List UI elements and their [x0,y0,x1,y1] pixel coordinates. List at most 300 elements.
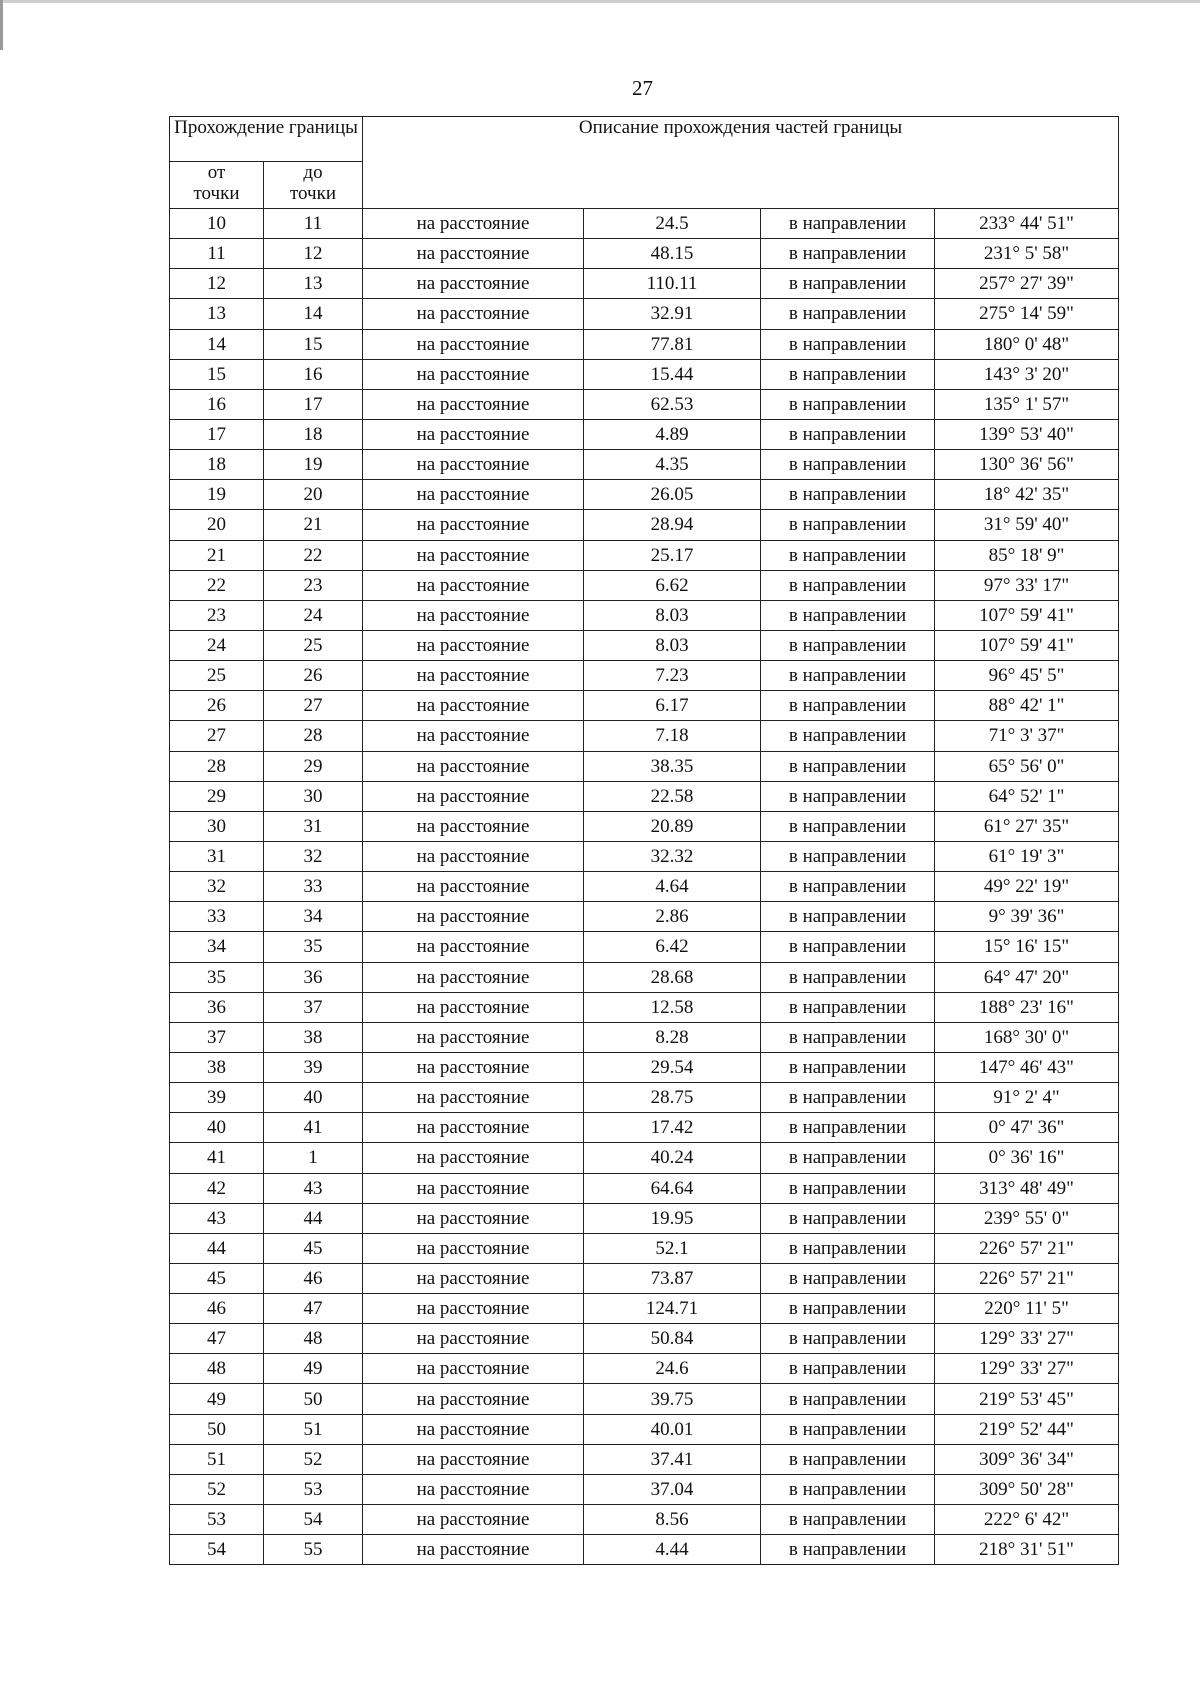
cell-direction-angle: 96° 45' 5" [935,661,1119,691]
cell-to-point: 26 [264,661,363,691]
cell-distance-label: на расстояние [363,419,584,449]
cell-direction-label: в направлении [761,1173,935,1203]
cell-direction-label: в направлении [761,721,935,751]
cell-distance-value: 52.1 [584,1233,761,1263]
cell-to-point: 11 [264,209,363,239]
cell-from-point: 20 [170,510,264,540]
table-row [170,1474,1119,1504]
table-row [170,661,1119,691]
cell-to-point: 47 [264,1294,363,1324]
cell-distance-value: 124.71 [584,1294,761,1324]
cell-to-point: 46 [264,1263,363,1293]
cell-direction-angle: 180° 0' 48" [935,329,1119,359]
table-row [170,239,1119,269]
cell-distance-label: на расстояние [363,1505,584,1535]
table-row [170,751,1119,781]
cell-from-point: 43 [170,1203,264,1233]
cell-distance-label: на расстояние [363,1474,584,1504]
cell-direction-angle: 97° 33' 17" [935,570,1119,600]
cell-to-point: 54 [264,1505,363,1535]
cell-direction-angle: 0° 36' 16" [935,1143,1119,1173]
cell-direction-label: в направлении [761,1474,935,1504]
cell-direction-label: в направлении [761,781,935,811]
cell-direction-label: в направлении [761,1203,935,1233]
table-row [170,1263,1119,1293]
cell-from-point: 31 [170,841,264,871]
cell-from-point: 13 [170,299,264,329]
cell-direction-angle: 107° 59' 41" [935,630,1119,660]
cell-distance-value: 39.75 [584,1384,761,1414]
table-row [170,1022,1119,1052]
cell-distance-value: 40.24 [584,1143,761,1173]
table-row [170,540,1119,570]
cell-to-point: 35 [264,932,363,962]
cell-distance-value: 28.94 [584,510,761,540]
cell-direction-angle: 275° 14' 59" [935,299,1119,329]
cell-from-point: 32 [170,872,264,902]
table-row [170,1384,1119,1414]
cell-from-point: 27 [170,721,264,751]
cell-from-point: 28 [170,751,264,781]
table-row [170,1324,1119,1354]
cell-distance-value: 50.84 [584,1324,761,1354]
cell-to-point: 33 [264,872,363,902]
cell-from-point: 46 [170,1294,264,1324]
table-row [170,1414,1119,1444]
cell-direction-angle: 65° 56' 0" [935,751,1119,781]
cell-distance-value: 32.32 [584,841,761,871]
cell-direction-angle: 9° 39' 36" [935,902,1119,932]
cell-direction-angle: 222° 6' 42" [935,1505,1119,1535]
cell-distance-value: 8.56 [584,1505,761,1535]
table-row [170,1233,1119,1263]
cell-distance-value: 64.64 [584,1173,761,1203]
table-row [170,1203,1119,1233]
cell-to-point: 28 [264,721,363,751]
cell-from-point: 50 [170,1414,264,1444]
table-row [170,299,1119,329]
cell-distance-value: 8.03 [584,600,761,630]
cell-distance-value: 28.68 [584,962,761,992]
cell-distance-value: 110.11 [584,269,761,299]
cell-distance-value: 12.58 [584,992,761,1022]
cell-from-point: 12 [170,269,264,299]
cell-direction-angle: 139° 53' 40" [935,419,1119,449]
cell-to-point: 22 [264,540,363,570]
table-row [170,841,1119,871]
cell-to-point: 34 [264,902,363,932]
cell-distance-value: 7.23 [584,661,761,691]
cell-distance-label: на расстояние [363,1203,584,1233]
cell-direction-label: в направлении [761,1022,935,1052]
cell-direction-label: в направлении [761,962,935,992]
cell-from-point: 29 [170,781,264,811]
cell-distance-value: 22.58 [584,781,761,811]
cell-direction-label: в направлении [761,902,935,932]
cell-distance-label: на расстояние [363,1294,584,1324]
cell-direction-angle: 219° 53' 45" [935,1384,1119,1414]
cell-from-point: 41 [170,1143,264,1173]
cell-to-point: 18 [264,419,363,449]
cell-direction-angle: 226° 57' 21" [935,1233,1119,1263]
cell-distance-label: на расстояние [363,1384,584,1414]
cell-direction-angle: 257° 27' 39" [935,269,1119,299]
boundary-table [169,116,1119,1565]
cell-distance-value: 7.18 [584,721,761,751]
cell-to-point: 50 [264,1384,363,1414]
cell-to-point: 19 [264,450,363,480]
cell-direction-label: в направлении [761,872,935,902]
cell-distance-label: на расстояние [363,1324,584,1354]
cell-to-point: 24 [264,600,363,630]
cell-direction-label: в направлении [761,630,935,660]
table-row [170,359,1119,389]
table-row [170,389,1119,419]
cell-distance-value: 4.35 [584,450,761,480]
cell-distance-value: 38.35 [584,751,761,781]
cell-to-point: 23 [264,570,363,600]
cell-direction-angle: 130° 36' 56" [935,450,1119,480]
cell-direction-angle: 129° 33' 27" [935,1324,1119,1354]
cell-direction-label: в направлении [761,992,935,1022]
table-row [170,600,1119,630]
cell-distance-label: на расстояние [363,329,584,359]
cell-distance-value: 6.42 [584,932,761,962]
cell-direction-angle: 226° 57' 21" [935,1263,1119,1293]
cell-from-point: 14 [170,329,264,359]
cell-distance-label: на расстояние [363,932,584,962]
cell-from-point: 37 [170,1022,264,1052]
cell-distance-label: на расстояние [363,992,584,1022]
cell-distance-value: 20.89 [584,811,761,841]
cell-direction-angle: 188° 23' 16" [935,992,1119,1022]
cell-from-point: 42 [170,1173,264,1203]
cell-direction-angle: 135° 1' 57" [935,389,1119,419]
table-row [170,1505,1119,1535]
cell-distance-label: на расстояние [363,661,584,691]
cell-distance-value: 26.05 [584,480,761,510]
cell-direction-label: в направлении [761,751,935,781]
cell-distance-value: 2.86 [584,902,761,932]
cell-from-point: 33 [170,902,264,932]
cell-direction-label: в направлении [761,480,935,510]
cell-direction-angle: 49° 22' 19" [935,872,1119,902]
header-from-point: от точки [170,162,264,209]
cell-distance-label: на расстояние [363,450,584,480]
cell-from-point: 16 [170,389,264,419]
cell-direction-label: в направлении [761,269,935,299]
cell-distance-label: на расстояние [363,630,584,660]
table-row [170,1173,1119,1203]
cell-to-point: 1 [264,1143,363,1173]
cell-distance-label: на расстояние [363,1263,584,1293]
cell-direction-label: в направлении [761,1143,935,1173]
cell-distance-label: на расстояние [363,480,584,510]
table-row [170,1083,1119,1113]
cell-distance-value: 62.53 [584,389,761,419]
header-boundary-passage: Прохождение границы [170,117,363,162]
header-boundary-description: Описание прохождения частей границы [363,117,1119,209]
cell-direction-angle: 143° 3' 20" [935,359,1119,389]
cell-direction-label: в направлении [761,1083,935,1113]
cell-direction-angle: 15° 16' 15" [935,932,1119,962]
cell-to-point: 45 [264,1233,363,1263]
cell-distance-label: на расстояние [363,209,584,239]
cell-distance-value: 24.5 [584,209,761,239]
cell-to-point: 40 [264,1083,363,1113]
table-row [170,902,1119,932]
cell-from-point: 44 [170,1233,264,1263]
cell-to-point: 51 [264,1414,363,1444]
cell-distance-label: на расстояние [363,781,584,811]
table-row [170,962,1119,992]
cell-from-point: 54 [170,1535,264,1565]
cell-distance-label: на расстояние [363,239,584,269]
cell-from-point: 22 [170,570,264,600]
cell-direction-label: в направлении [761,359,935,389]
cell-direction-angle: 18° 42' 35" [935,480,1119,510]
cell-to-point: 29 [264,751,363,781]
cell-direction-label: в направлении [761,1384,935,1414]
cell-to-point: 12 [264,239,363,269]
cell-to-point: 48 [264,1324,363,1354]
cell-from-point: 49 [170,1384,264,1414]
cell-direction-label: в направлении [761,1505,935,1535]
cell-distance-label: на расстояние [363,1444,584,1474]
cell-direction-label: в направлении [761,1233,935,1263]
cell-distance-label: на расстояние [363,751,584,781]
cell-distance-value: 40.01 [584,1414,761,1444]
table-row [170,510,1119,540]
cell-direction-angle: 220° 11' 5" [935,1294,1119,1324]
cell-direction-label: в направлении [761,811,935,841]
cell-direction-angle: 61° 27' 35" [935,811,1119,841]
cell-distance-label: на расстояние [363,1173,584,1203]
page-number: 27 [632,76,653,100]
table-row [170,721,1119,751]
table-row [170,1294,1119,1324]
cell-direction-angle: 31° 59' 40" [935,510,1119,540]
cell-distance-label: на расстояние [363,1052,584,1082]
table-row [170,781,1119,811]
table-row [170,811,1119,841]
cell-direction-angle: 147° 46' 43" [935,1052,1119,1082]
cell-direction-label: в направлении [761,299,935,329]
header-to-point: до точки [264,162,363,209]
cell-distance-label: на расстояние [363,902,584,932]
cell-direction-label: в направлении [761,419,935,449]
cell-direction-label: в направлении [761,209,935,239]
cell-from-point: 53 [170,1505,264,1535]
cell-direction-label: в направлении [761,1444,935,1474]
cell-direction-label: в направлении [761,1113,935,1143]
cell-distance-value: 32.91 [584,299,761,329]
cell-distance-value: 37.41 [584,1444,761,1474]
cell-to-point: 25 [264,630,363,660]
cell-direction-angle: 218° 31' 51" [935,1535,1119,1565]
cell-distance-label: на расстояние [363,811,584,841]
cell-distance-label: на расстояние [363,359,584,389]
cell-direction-label: в направлении [761,329,935,359]
cell-from-point: 38 [170,1052,264,1082]
cell-to-point: 43 [264,1173,363,1203]
cell-distance-value: 4.89 [584,419,761,449]
cell-direction-label: в направлении [761,450,935,480]
cell-distance-value: 28.75 [584,1083,761,1113]
cell-direction-label: в направлении [761,1294,935,1324]
table-row [170,630,1119,660]
cell-to-point: 55 [264,1535,363,1565]
cell-direction-angle: 107° 59' 41" [935,600,1119,630]
cell-from-point: 18 [170,450,264,480]
cell-to-point: 30 [264,781,363,811]
cell-direction-label: в направлении [761,841,935,871]
cell-direction-label: в направлении [761,932,935,962]
cell-from-point: 21 [170,540,264,570]
table-row [170,1113,1119,1143]
cell-to-point: 21 [264,510,363,540]
cell-from-point: 47 [170,1324,264,1354]
cell-distance-value: 8.28 [584,1022,761,1052]
cell-direction-label: в направлении [761,540,935,570]
table-row [170,269,1119,299]
cell-distance-value: 73.87 [584,1263,761,1293]
cell-from-point: 25 [170,661,264,691]
cell-distance-value: 19.95 [584,1203,761,1233]
cell-distance-label: на расстояние [363,1414,584,1444]
cell-distance-value: 15.44 [584,359,761,389]
cell-distance-label: на расстояние [363,540,584,570]
cell-direction-label: в направлении [761,691,935,721]
cell-from-point: 34 [170,932,264,962]
cell-to-point: 13 [264,269,363,299]
cell-to-point: 44 [264,1203,363,1233]
cell-distance-value: 4.44 [584,1535,761,1565]
cell-distance-value: 48.15 [584,239,761,269]
cell-to-point: 20 [264,480,363,510]
cell-distance-value: 24.6 [584,1354,761,1384]
cell-direction-angle: 231° 5' 58" [935,239,1119,269]
cell-distance-value: 4.64 [584,872,761,902]
cell-from-point: 26 [170,691,264,721]
cell-from-point: 30 [170,811,264,841]
cell-distance-label: на расстояние [363,962,584,992]
table-row [170,992,1119,1022]
cell-direction-label: в направлении [761,1324,935,1354]
cell-direction-label: в направлении [761,1354,935,1384]
cell-direction-label: в направлении [761,389,935,419]
cell-from-point: 36 [170,992,264,1022]
cell-distance-value: 37.04 [584,1474,761,1504]
cell-distance-label: на расстояние [363,510,584,540]
cell-distance-value: 8.03 [584,630,761,660]
table-row [170,329,1119,359]
cell-direction-angle: 309° 50' 28" [935,1474,1119,1504]
cell-direction-label: в направлении [761,1052,935,1082]
cell-from-point: 19 [170,480,264,510]
cell-distance-value: 6.17 [584,691,761,721]
cell-direction-label: в направлении [761,1414,935,1444]
cell-distance-label: на расстояние [363,1113,584,1143]
cell-distance-value: 17.42 [584,1113,761,1143]
cell-to-point: 49 [264,1354,363,1384]
cell-distance-label: на расстояние [363,269,584,299]
cell-direction-label: в направлении [761,510,935,540]
cell-distance-label: на расстояние [363,841,584,871]
table-row [170,872,1119,902]
cell-direction-angle: 64° 47' 20" [935,962,1119,992]
cell-direction-angle: 61° 19' 3" [935,841,1119,871]
cell-direction-label: в направлении [761,1535,935,1565]
scan-edge-top [0,0,1200,3]
table-row [170,450,1119,480]
cell-direction-angle: 168° 30' 0" [935,1022,1119,1052]
cell-to-point: 15 [264,329,363,359]
cell-to-point: 41 [264,1113,363,1143]
cell-direction-label: в направлении [761,661,935,691]
cell-distance-label: на расстояние [363,1535,584,1565]
table-row [170,480,1119,510]
cell-distance-label: на расстояние [363,691,584,721]
cell-from-point: 15 [170,359,264,389]
cell-to-point: 36 [264,962,363,992]
cell-from-point: 39 [170,1083,264,1113]
table-row [170,691,1119,721]
table-row [170,209,1119,239]
cell-direction-angle: 129° 33' 27" [935,1354,1119,1384]
cell-from-point: 11 [170,239,264,269]
cell-from-point: 48 [170,1354,264,1384]
cell-from-point: 23 [170,600,264,630]
cell-to-point: 37 [264,992,363,1022]
cell-distance-label: на расстояние [363,1233,584,1263]
cell-from-point: 40 [170,1113,264,1143]
cell-to-point: 32 [264,841,363,871]
cell-from-point: 52 [170,1474,264,1504]
table-row [170,1052,1119,1082]
cell-distance-label: на расстояние [363,389,584,419]
cell-to-point: 31 [264,811,363,841]
cell-from-point: 45 [170,1263,264,1293]
cell-direction-label: в направлении [761,1263,935,1293]
cell-direction-angle: 239° 55' 0" [935,1203,1119,1233]
cell-direction-angle: 313° 48' 49" [935,1173,1119,1203]
cell-from-point: 35 [170,962,264,992]
cell-distance-label: на расстояние [363,570,584,600]
cell-distance-label: на расстояние [363,1354,584,1384]
scan-edge-left [0,0,3,50]
cell-direction-angle: 71° 3' 37" [935,721,1119,751]
cell-distance-value: 6.62 [584,570,761,600]
cell-to-point: 16 [264,359,363,389]
table-row [170,1143,1119,1173]
cell-distance-label: на расстояние [363,600,584,630]
cell-direction-label: в направлении [761,600,935,630]
cell-distance-label: на расстояние [363,872,584,902]
cell-to-point: 39 [264,1052,363,1082]
cell-from-point: 51 [170,1444,264,1474]
cell-from-point: 10 [170,209,264,239]
cell-to-point: 53 [264,1474,363,1504]
table-row [170,932,1119,962]
cell-direction-angle: 64° 52' 1" [935,781,1119,811]
cell-from-point: 17 [170,419,264,449]
table-body [170,209,1119,1565]
cell-to-point: 27 [264,691,363,721]
table-row [170,1535,1119,1565]
cell-direction-angle: 309° 36' 34" [935,1444,1119,1474]
cell-from-point: 24 [170,630,264,660]
